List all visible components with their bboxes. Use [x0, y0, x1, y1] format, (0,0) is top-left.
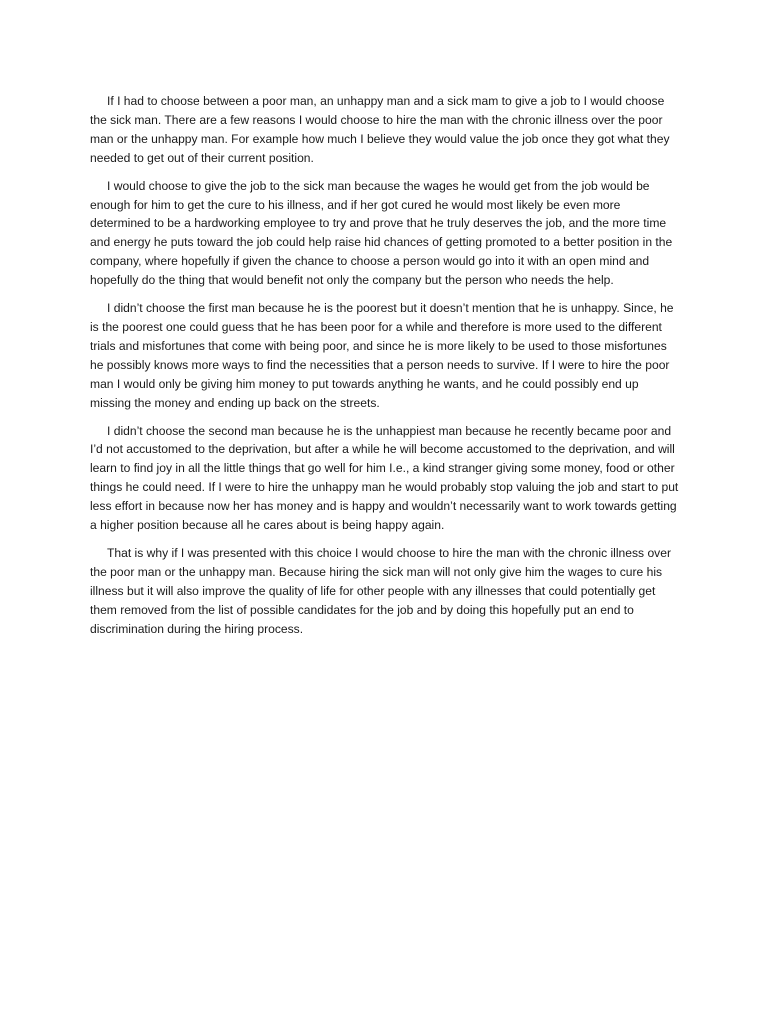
- paragraph-4: I didn’t choose the second man because he is the unhappiest man because he recently became poor and I’d not accustomed to the deprivation, but after a while he will become accustomed to the deprivation, and will learn to find joy in all the little things that go well for him I.e., a kind stranger giving some money, food or other things he could need. If I were to hire the unhappy man he would probably stop valuing the job and start to put less effort in because now her has money and is happy and wouldn’t necessarily want to work towards getting a higher position because all he cares about is being happy again.: [90, 423, 679, 533]
- paragraph-2: I would choose to give the job to the sick man because the wages he would get from the job would be enough for him to get the cure to his illness, and if her got cured he would most likely be even more determined to be a hardworking employee to try and prove that he truly deserves the job, and the more time and energy he puts toward the job could help raise hid chances of getting promoted to a better position in the company, where hopefully if given the chance to choose a person would go into it with an open mind and hopefully do the thing that would benefit not only the company but the person who needs the help.: [90, 178, 673, 288]
- paragraph-3: I didn’t choose the first man because he is the poorest but it doesn’t mention that he is unhappy. Since, he is the poorest one could guess that he has been poor for a while and therefore is more used to the different trials and misfortunes that come with being poor, and since he is more likely to be used to those misfortunes he possibly knows more ways to find the necessities that a person needs to survive. If I were to hire the poor man I would only be giving him money to put towards anything he wants, and he could possibly end up missing the money and ending up back on the streets.: [90, 301, 674, 410]
- paragraph-5: That is why if I was presented with this choice I would choose to hire the man with the chronic illness over the poor man or the unhappy man. Because hiring the sick man will not only give him the wages to cure his illness but it will also improve the quality of life for other people with any illnesses that could potentially get them removed from the list of possible candidates for the job and by doing this hopefully put an end to discrimination during the hiring process.: [90, 545, 671, 636]
- paragraph-1: If I had to choose between a poor man, an unhappy man and a sick mam to give a job to I would choose the sick man. There are a few reasons I would choose to hire the man with the chronic illness over the poor man or the unhappy man. For example how much I believe they would value the job once they got what they needed to get out of their current position.: [90, 94, 670, 165]
